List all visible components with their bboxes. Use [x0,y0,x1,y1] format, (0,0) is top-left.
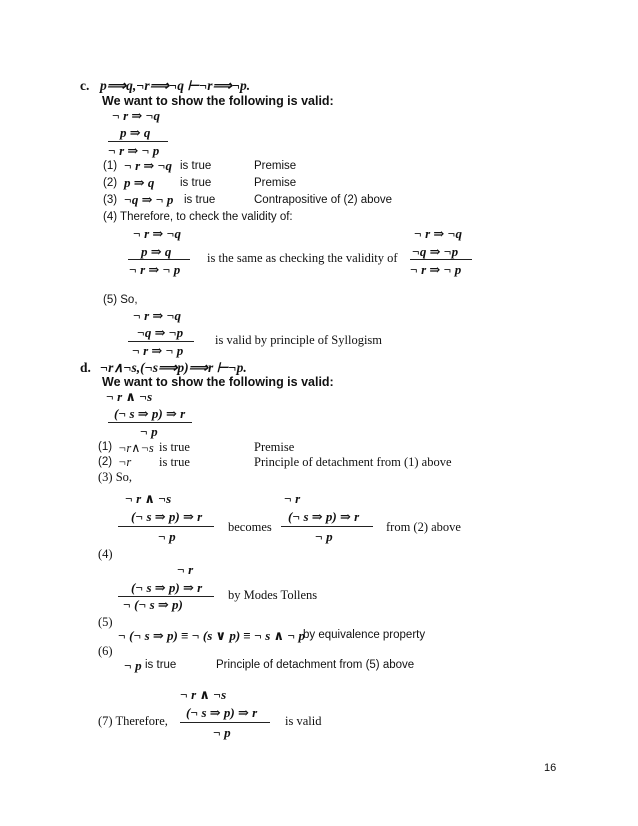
c-step2-reason: Premise [254,177,297,189]
c-arg-premise-1: ¬ r ⇒ ¬q [112,108,160,123]
c-step3-number: (3) [103,194,118,206]
c-step5-premise-2: ¬q ⇒ ¬p [137,325,184,340]
d-step7-rule [180,722,270,723]
d-arg-premise-2: (¬ s ⇒ p) ⇒ r [114,406,186,421]
d-step7-text: (7) Therefore, [98,714,168,728]
d-step3-right-rule [281,526,373,527]
d-step7-conclusion: ¬ p [213,725,231,740]
c-step4-left-rule [128,259,190,260]
d-step4-conclusion: ¬ (¬ s ⇒ p) [123,597,183,612]
d-step6-reason: Principle of detachment from (5) above [216,659,415,671]
d-step1-status: is true [159,440,190,454]
c-step4-right-premise-1: ¬ r ⇒ ¬q [414,226,462,241]
d-step3-left-premise-2: (¬ s ⇒ p) ⇒ r [131,509,203,524]
d-step4-text: (4) [98,547,113,561]
part-d-label: d. [80,360,91,375]
d-step5-expr: ¬ (¬ s ⇒ p) ≡ ¬ (s ∨ p) ≡ ¬ s ∧ ¬ p [118,628,305,643]
c-step3-status: is true [184,194,216,206]
d-step6-expr: ¬ p [124,658,142,673]
d-step6-status: is true [145,659,177,671]
c-step3-reason: Contrapositive of (2) above [254,194,393,206]
c-step4-right-rule [410,259,472,260]
d-arg-premise-1: ¬ r ∧ ¬s [106,389,153,404]
d-step1-expr: ¬r∧¬s [118,441,154,455]
d-step2-status: is true [159,455,190,469]
c-step5-conclusion: ¬ r ⇒ ¬ p [132,343,184,358]
d-step3-left-conclusion: ¬ p [158,529,176,544]
c-step2-expr: p ⇒ q [124,175,155,190]
d-step3-right-conclusion: ¬ p [315,529,333,544]
d-step3-left-rule [118,526,214,527]
c-step2-status: is true [180,177,212,189]
c-arg-rule [108,141,168,142]
part-c-label: c. [80,78,90,93]
c-step4-left-premise-1: ¬ r ⇒ ¬q [133,226,181,241]
d-step3-text: (3) So, [98,470,133,484]
c-step1-expr: ¬ r ⇒ ¬q [124,158,172,173]
d-step1-reason: Premise [254,440,295,454]
d-step4-premise-1: ¬ r [177,562,194,577]
c-step4-right-premise-2: ¬q ⇒ ¬p [412,244,459,259]
c-step4-left-premise-2: p ⇒ q [141,244,172,259]
c-step1-number: (1) [103,160,118,172]
d-step5-reason: by equivalence property [303,629,426,641]
c-step4-left-conclusion: ¬ r ⇒ ¬ p [129,262,181,277]
d-step4-premise-2: (¬ s ⇒ p) ⇒ r [131,580,203,595]
d-step2-expr: ¬r [118,455,132,469]
d-step7-premise-2: (¬ s ⇒ p) ⇒ r [186,705,258,720]
part-c-intro: We want to show the following is valid: [102,94,334,108]
c-step1-status: is true [180,160,212,172]
part-d-intro: We want to show the following is valid: [102,375,334,389]
c-step2-number: (2) [103,177,118,189]
c-step5-rule [128,341,194,342]
c-arg-premise-2: p ⇒ q [120,125,151,140]
d-step2-reason: Principle of detachment from (1) above [254,455,452,469]
c-step4-mid-text: is the same as checking the validity of [207,251,398,265]
d-step3-right-premise-1: ¬ r [284,491,301,506]
c-step1-reason: Premise [254,160,297,172]
page-number: 16 [544,762,557,774]
d-step7-reason: is valid [285,714,322,728]
d-arg-rule [108,422,192,423]
c-step5-text: (5) So, [103,294,138,306]
d-step3-reason: from (2) above [386,520,461,534]
d-step6-text: (6) [98,644,113,658]
d-arg-conclusion: ¬ p [140,424,158,439]
c-arg-conclusion: ¬ r ⇒ ¬ p [108,143,160,158]
d-step1-number: (1) [98,441,113,453]
d-step5-text: (5) [98,615,113,629]
d-step7-premise-1: ¬ r ∧ ¬s [180,687,227,702]
d-step3-mid-text: becomes [228,520,272,534]
c-step3-expr: ¬q ⇒ ¬ p [124,192,174,207]
d-step4-reason: by Modes Tollens [228,588,318,602]
d-step3-right-premise-2: (¬ s ⇒ p) ⇒ r [288,509,360,524]
c-step4-text: (4) Therefore, to check the validity of: [103,211,293,223]
c-step4-right-conclusion: ¬ r ⇒ ¬ p [410,262,462,277]
d-step3-left-premise-1: ¬ r ∧ ¬s [125,491,172,506]
part-c-statement: p⟹q,¬r⟹¬q ⊢¬r⟹¬p. [100,78,251,93]
d-step2-number: (2) [98,456,113,468]
part-d-statement: ¬r∧¬s,(¬s⟹p)⟹r ⊢¬p. [100,360,247,375]
c-step5-premise-1: ¬ r ⇒ ¬q [133,308,181,323]
c-step5-reason: is valid by principle of Syllogism [215,333,383,347]
